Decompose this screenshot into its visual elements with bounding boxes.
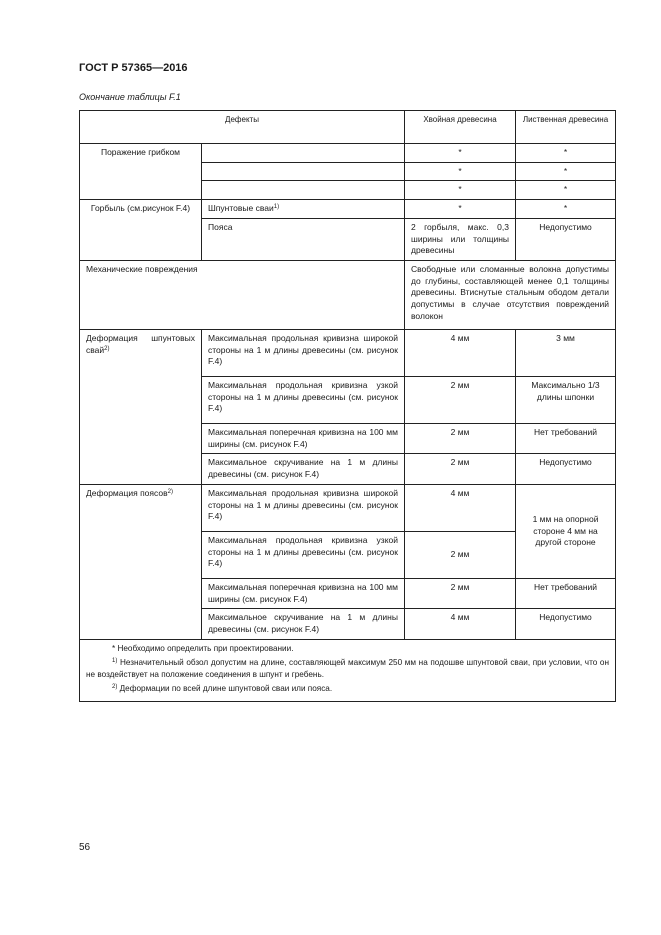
table-caption: Окончание таблицы F.1 [79,92,181,102]
cell-hardwood: Недопустимо [516,609,616,639]
cell-softwood: * [405,144,516,163]
table-row [80,144,616,163]
cell-hardwood: Недопустимо [516,454,616,484]
cell-softwood: 4 мм [405,330,516,377]
belts-deformation-text: Деформация поясов [86,487,168,498]
cell-description: Максимальная продольная кривизна широкой стороны на 1 м длины древесины (см. рисунок F.4) [202,484,405,531]
empty-cell [202,181,405,200]
note-2-text: Деформации по всей длине шпунтовой сваи или пояса. [119,684,333,694]
cell-hardwood: Нет требований [516,424,616,454]
table-row [80,200,616,219]
cell-description: Максимальное скручивание на 1 м длины древесины (см. рисунок F.4) [202,454,405,484]
empty-cell [202,144,405,163]
note-1 [86,657,609,680]
note-star: * Необходимо определить при проектировании. [112,643,294,653]
cell-hardwood: Нет требований [516,578,616,608]
page-number: 56 [79,842,91,853]
table-row [80,484,616,531]
cell-softwood: 2 мм [405,578,516,608]
cell-softwood: * [405,200,516,219]
cell-softwood: 2 мм [405,377,516,424]
row-label-fungus: Поражение грибком [80,144,202,200]
slab-sub-piles [202,200,405,219]
row-label-piles-deformation [80,330,202,485]
row-label-mechanical: Механические повреждения [80,261,405,330]
footnote-ref: 2) [104,345,110,352]
cell-hardwood: * [516,144,616,163]
cell-softwood: 2 горбыля, макс. 0,3 ширины или толщины древесины [405,218,516,260]
footnote-ref: 2) [167,488,173,495]
cell-mechanical-value: Свободные или сломанные волокна допустимы до глубины, составляющей менее 0,1 толщины древесины. Втиснутые стальным ободом детали допустимы в случае отсутствия повреждений волокон [405,261,616,330]
cell-description: Максимальная поперечная кривизна на 100 мм ширины (см. рисунок F.4) [202,578,405,608]
header-hardwood: Лиственная древесина [516,111,616,144]
cell-description: Максимальная продольная кривизна узкой стороны на 1 м длины древесины (см. рисунок F.4) [202,531,405,578]
cell-softwood: 2 мм [405,424,516,454]
defects-table [79,110,616,702]
note-1-text: Незначительный обзол допустим на длине, составляющей максимум 250 мм на подошве шпунтовой сваи, при условии, что он не воздействует на положение соединения в шпунт и гребень. [86,658,609,679]
cell-softwood: 4 мм [405,609,516,639]
piles-deformation-text: Деформация шпунтовых свай [86,333,195,355]
footnote-mark: 2) [112,684,118,691]
cell-softwood: 4 мм [405,484,516,531]
cell-softwood: * [405,162,516,181]
cell-hardwood: * [516,200,616,219]
slab-sub-piles-label: Шпунтовые сваи [208,203,274,214]
cell-hardwood: * [516,162,616,181]
footnote-ref: 1) [273,204,280,211]
table-row [80,330,616,377]
table-header-row [80,111,616,144]
cell-description: Максимальная продольная кривизна узкой стороны на 1 м длины древесины (см. рисунок F.4) [202,377,405,424]
cell-softwood: 2 мм [405,454,516,484]
table-notes-row [80,639,616,701]
row-label-slab: Горбыль (см.рисунок F.4) [80,200,202,261]
cell-softwood: 2 мм [405,531,516,578]
cell-hardwood: * [516,181,616,200]
document-title: ГОСТ Р 57365—2016 [79,62,188,74]
note-2 [86,683,609,694]
cell-hardwood: Недопустимо [516,218,616,260]
header-softwood: Хвойная древесина [405,111,516,144]
table-notes [80,639,616,701]
cell-hardwood: 3 мм [516,330,616,377]
cell-description: Максимальное скручивание на 1 м длины древесины (см. рисунок F.4) [202,609,405,639]
footnote-mark: 1) [112,658,118,665]
table-row [80,261,616,330]
cell-description: Максимальная поперечная кривизна на 100 мм ширины (см. рисунок F.4) [202,424,405,454]
empty-cell [202,162,405,181]
cell-hardwood: Максимально 1/3 длины шпонки [516,377,616,424]
header-defects: Дефекты [80,111,405,144]
cell-softwood: * [405,181,516,200]
row-label-belts-deformation [80,484,202,639]
cell-description: Максимальная продольная кривизна широкой стороны на 1 м длины древесины (см. рисунок F.4) [202,330,405,377]
cell-hardwood-merged: 1 мм на опорной стороне 4 мм на другой стороне [516,484,616,578]
slab-sub-belts: Пояса [202,218,405,260]
